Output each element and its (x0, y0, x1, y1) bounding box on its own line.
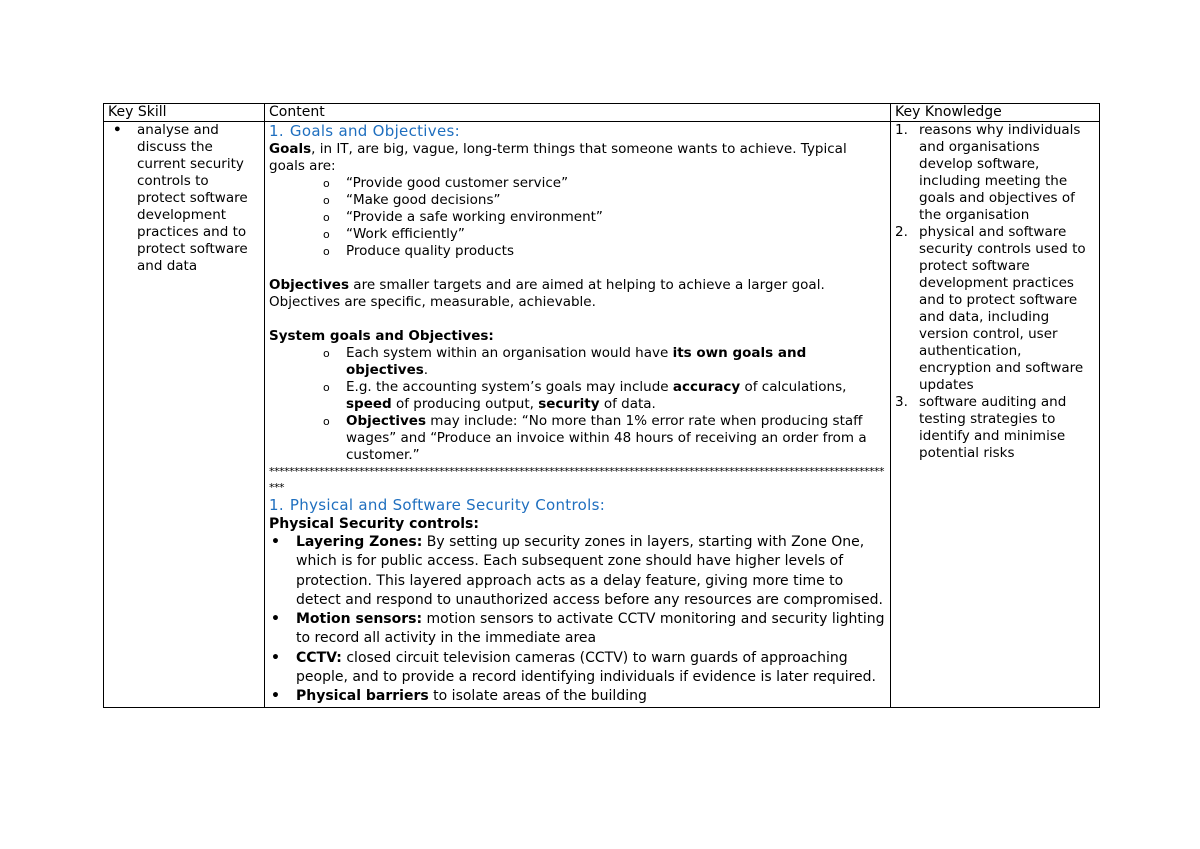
sys3-bold: Objectives (346, 413, 426, 429)
content-cell (265, 122, 891, 708)
physical-control-item (296, 610, 886, 649)
sys2-pre: E.g. the accounting system’s goals may include (346, 379, 673, 395)
sys2-security: security (538, 396, 600, 412)
section-number: 1. (269, 122, 284, 140)
goals-text: , in IT, are big, vague, long-term things that someone wants to achieve. Typical goals are: (269, 141, 847, 174)
sys2-post: of data. (599, 396, 656, 412)
physical-control-item (296, 687, 886, 706)
goal-example: o “Work efficiently” (346, 226, 886, 243)
header-row (104, 104, 1100, 122)
key-knowledge-list (895, 122, 1095, 462)
section-title: Physical and Software Security Controls: (289, 496, 606, 514)
key-knowledge-item: software auditing and testing strategies to identify and minimise potential risks (919, 394, 1067, 461)
phys4-term: Physical barriers (296, 688, 429, 705)
objectives-term: Objectives (269, 277, 349, 293)
phys3-text: closed circuit television cameras (CCTV) to warn guards of approaching people, and to provide a record identifying individuals if evidence is later required. (296, 649, 876, 686)
sys2-mid1: of calculations, (740, 379, 847, 395)
sys2-mid2: of producing output, (391, 396, 539, 412)
phys4-text: to isolate areas of the building (428, 688, 647, 705)
system-goal-item (346, 413, 886, 464)
objectives-text: are smaller targets and are aimed at helping to achieve a larger goal. Objectives are specific, measurable, achievable. (269, 277, 825, 310)
sys3-text: may include: “No more than 1% error rate when producing staff wages” and “Produce an invoice within 48 hours of receiving an order from a customer.” (346, 413, 867, 463)
key-skill-list (108, 122, 260, 275)
system-goal-item (346, 345, 886, 379)
goal-example: o “Provide a safe working environment” (346, 209, 886, 226)
goal-examples-list (269, 175, 886, 260)
objectives-paragraph (269, 277, 886, 311)
header-content: Content (265, 104, 891, 122)
goal-example: o Produce quality products (346, 243, 886, 260)
physical-security-heading: Physical Security controls: (269, 516, 479, 532)
sys1-post: . (423, 362, 429, 378)
key-skill-cell (104, 122, 265, 708)
key-knowledge-cell (891, 122, 1100, 708)
key-knowledge-item: reasons why individuals and organisations develop software, including meeting the goals and objectives of the organisation (919, 122, 1081, 223)
sys1-pre: Each system within an organisation would have (346, 345, 673, 361)
sys2-speed: speed (346, 396, 392, 412)
system-goals-heading (269, 328, 886, 345)
sys1-bold: its own goals and objectives (346, 345, 807, 378)
sys2-accuracy: accuracy (672, 379, 741, 395)
header-key-skill: Key Skill (104, 104, 265, 122)
phys1-term: Layering Zones: (296, 534, 423, 550)
system-goals-heading-text: System goals and Objectives: (269, 328, 494, 344)
section-heading-goals (269, 122, 886, 141)
key-skill-item: • analyse and discuss the current security controls to protect software development practices and to protect software and data (137, 122, 260, 275)
phys2-text: motion sensors to activate CCTV monitoring and security lighting to record all activity in the immediate area (296, 611, 885, 647)
separator-line: ****************************************************************************************************************************** (269, 465, 884, 494)
key-knowledge-item: physical and software security controls used to protect software development practices and to protect software and data, including version control, user authentication, encryption and software updates (919, 224, 1086, 393)
goals-term: Goals (269, 141, 312, 157)
system-goal-item (346, 379, 886, 413)
phys2-term: Motion sensors: (296, 611, 423, 628)
phys1-text: By setting up security zones in layers, starting with Zone One, which is for public access. Each subsequent zone should have higher levels of protection. This layered approach acts as a delay feature, giving more time to detect and respond to unauthorized access before any resources are compromised. (296, 534, 883, 608)
goal-example: o “Provide good customer service” (346, 175, 886, 192)
phys3-term: CCTV: (296, 649, 342, 666)
goal-example: o “Make good decisions” (346, 192, 886, 209)
physical-control-item (296, 649, 886, 688)
section-title: Goals and Objectives: (289, 122, 460, 140)
section-heading-security (269, 496, 886, 515)
physical-control-item (296, 533, 886, 610)
curriculum-table (103, 103, 1100, 708)
physical-controls-list (269, 533, 886, 707)
section-number: 1. (269, 496, 284, 514)
body-row (104, 122, 1100, 708)
system-goals-list (269, 345, 886, 464)
header-key-knowledge: Key Knowledge (891, 104, 1100, 122)
goals-paragraph (269, 141, 886, 175)
